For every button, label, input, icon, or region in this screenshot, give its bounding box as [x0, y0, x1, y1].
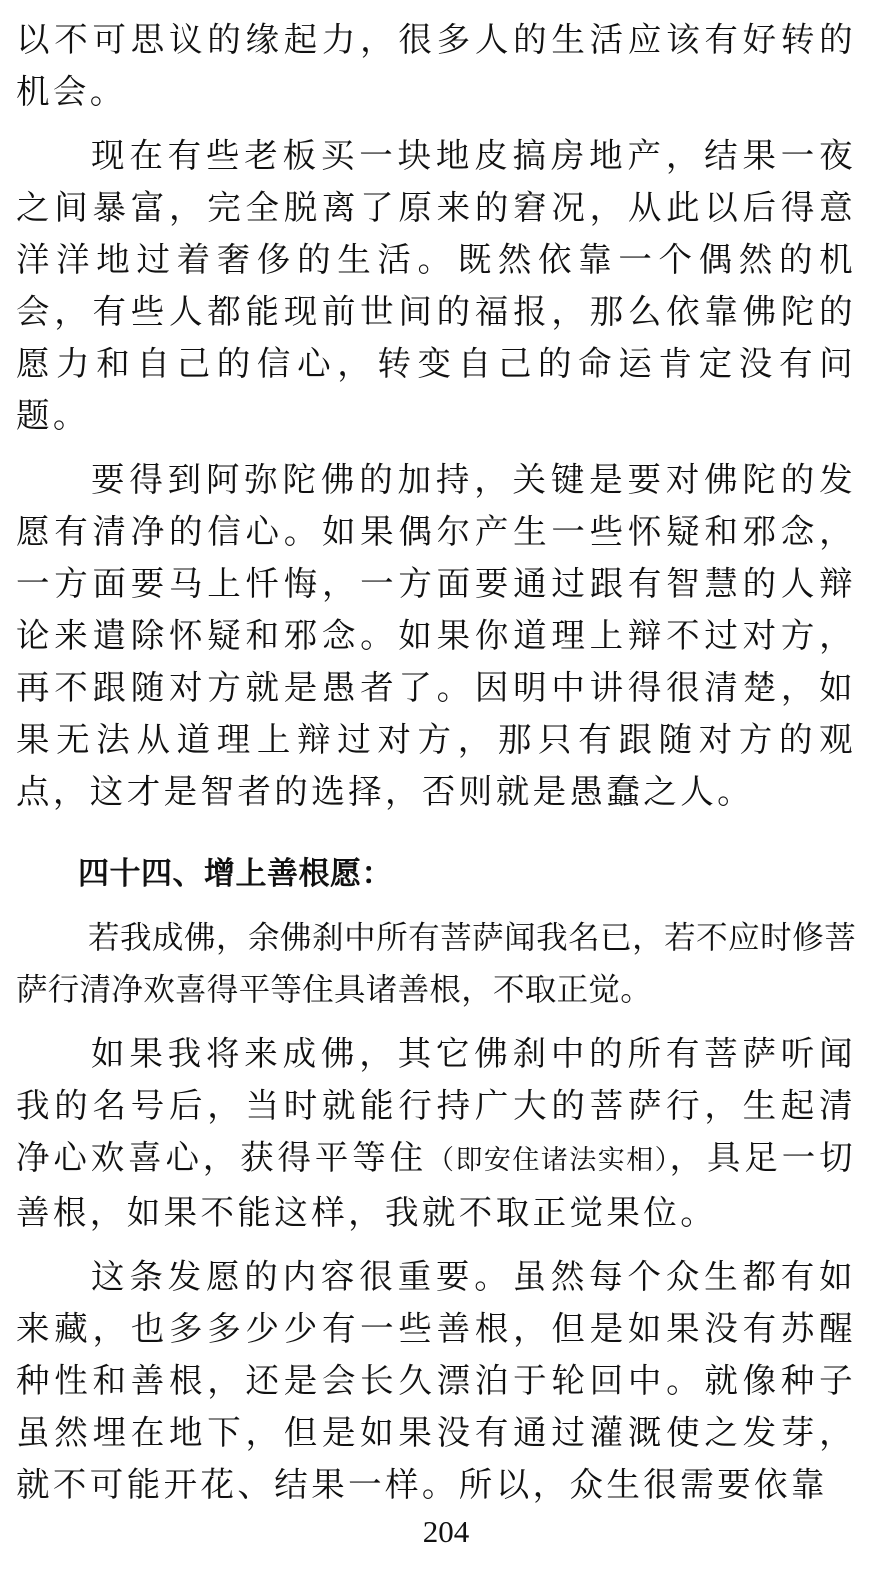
paragraph-importance: 这条发愿的内容很重要。虽然每个众生都有如来藏，也多多少少有一些善根，但是如果没有苏醒种性和善根，还是会长久漂泊于轮回中。就像种子虽然埋在地下，但是如果没有通过灌溉使之发芽，就不可能开花、结果一样。所以，众生很需要依靠 [16, 1257, 856, 1504]
paragraph-blessing: 要得到阿弥陀佛的加持，关键是要对佛陀的发愿有清净的信心。如果偶尔产生一些怀疑和邪念，一方面要马上忏悔，一方面要通过跟有智慧的人辩论来遣除怀疑和邪念。如果你道理上辩不过对方，再不跟随对方就是愚者了。因明中讲得很清楚，如果无法从道理上辩过对方，那只有跟随对方的观点，这才是智者的选择，否则就是愚蠢之人。 [16, 460, 856, 811]
vow-text: 若我成佛，余佛刹中所有菩萨闻我名已，若不应时修菩萨行清净欢喜得平等住具诸善根，不取正觉。 [16, 920, 856, 1008]
paragraph-vow-explanation [16, 1028, 856, 1239]
section-heading: 四十四、增上善根愿： [78, 856, 393, 892]
explanation-part-2: ，具足一切善根，如果不能这样，我就不取正觉果位。 [16, 1138, 857, 1232]
explanation-part-1: 如果我将来成佛，其它佛刹中的所有菩萨听闻我的名号后，当时就能行持广大的菩萨行，生起清净心欢喜心，获得平等住 [16, 1034, 856, 1177]
paragraph-continuation: 以不可思议的缘起力，很多人的生活应该有好转的机会。 [16, 20, 856, 111]
explanation-note: （即安住诸法实相） [426, 1145, 670, 1176]
document-page [16, 14, 856, 1574]
paragraph-real-estate: 现在有些老板买一块地皮搞房地产，结果一夜之间暴富，完全脱离了原来的窘况，从此以后得意洋洋地过着奢侈的生活。既然依靠一个偶然的机会，有些人都能现前世间的福报，那么依靠佛陀的愿力和自己的信心，转变自己的命运肯定没有问题。 [16, 136, 856, 435]
page-number: 204 [422, 1514, 470, 1549]
